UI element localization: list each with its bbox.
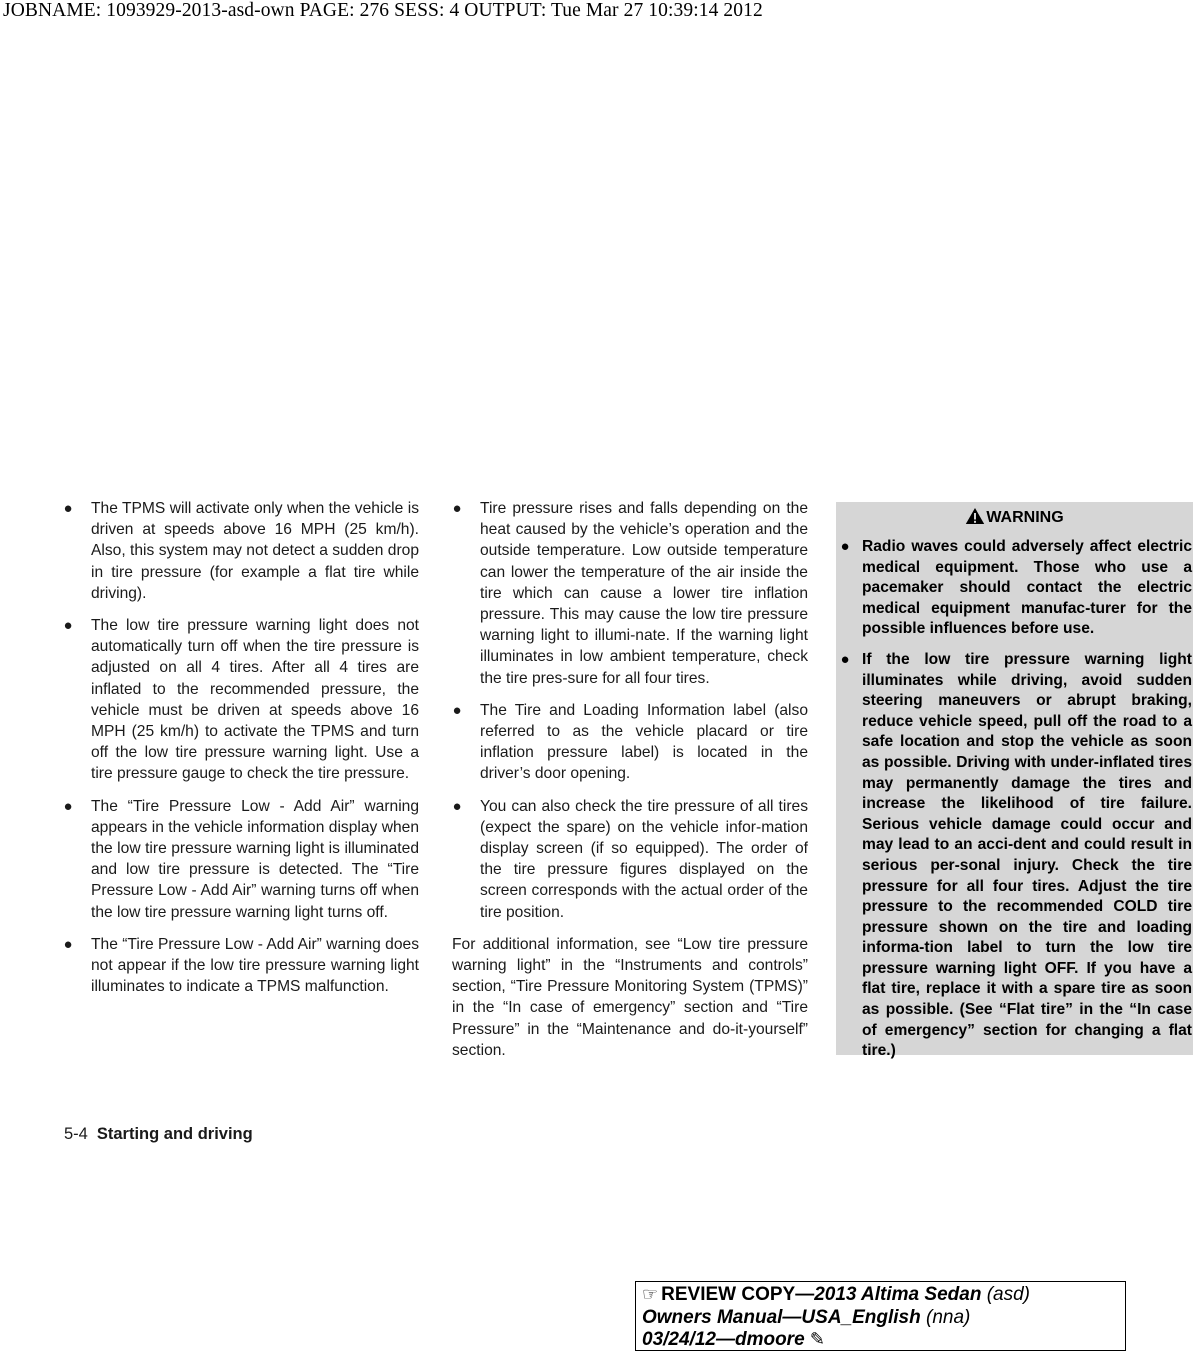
- page-number: 5-4: [64, 1125, 88, 1143]
- review-title-code: (asd): [986, 1284, 1031, 1305]
- review-line-1: [642, 1284, 1125, 1307]
- bullet-icon: ●: [452, 701, 462, 719]
- bullet-text: Tire pressure rises and falls depending on the heat caused by the vehicle’s operation and the outside temperature. Low outside temperature can lower the temperature of the air inside the tire which can cause a lower tire inflation pressure. This may cause the low tire pressure warning light to illumi-nate. If the warning light illuminates in low ambient temperature, check the tire pres-sure for all four tires.: [480, 500, 808, 687]
- review-manual-code: (nna): [926, 1306, 971, 1328]
- review-title: 2013 Altima Sedan: [814, 1284, 982, 1305]
- warning-text: If the low tire pressure warning light illuminates while driving, avoid sudden steering maneuvers or abrupt braking, reduce vehicle speed, pull off the road to a safe location and stop the vehicle as soon as possible. Driving with under-inflated tires may permanently damage the tires and increase the likelihood of tire failure. Serious vehicle damage could occur and may lead to an acci-dent and could result in serious per-sonal injury. Check the tire pressure for all four tires. Adjust the tire pressure to the recommended COLD tire pressure shown on the tire and loading informa-tion label to turn the low tire pressure warning light OFF. If you have a flat tire, replace it with a spare tire as soon as possible. (See “Flat tire” in the “In case of emergency” section for changing a flat tire.): [862, 650, 1192, 1060]
- review-date-user: 03/24/12—dmoore: [642, 1329, 805, 1350]
- warning-text: Radio waves could adversely affect electric medical equipment. Those who use a pacemaker should contact the electric medical equipment manufac-turer for the possible influences before use.: [862, 538, 1192, 638]
- list-item: [452, 700, 808, 785]
- bullet-icon: ●: [63, 500, 73, 517]
- warning-header: [836, 507, 1193, 528]
- list-item: [452, 498, 808, 689]
- review-line-3: [642, 1329, 1125, 1352]
- review-copy-box: [635, 1281, 1126, 1351]
- pencil-icon: ✎: [809, 1329, 826, 1350]
- list-item: [63, 498, 419, 604]
- list-item: [842, 537, 1192, 640]
- bullet-text: The “Tire Pressure Low - Add Air” warning appears in the vehicle information display when the low tire pressure warning light is illuminated and low tire pressure is detected. The “Tire Pressure Low - Add Air” warning turns off when the low tire pressure warning light turns off.: [91, 797, 419, 921]
- job-header: JOBNAME: 1093929-2013-asd-own PAGE: 276 SESS: 4 OUTPUT: Tue Mar 27 10:39:14 2012: [3, 0, 763, 21]
- bullet-icon: ●: [63, 797, 73, 815]
- bullet-text: The “Tire Pressure Low - Add Air” warning does not appear if the low tire pressure warning light illuminates to indicate a TPMS malfunction.: [91, 935, 419, 996]
- review-label: REVIEW COPY—: [661, 1284, 815, 1305]
- list-item: [63, 934, 419, 998]
- section-title: Starting and driving: [96, 1125, 253, 1143]
- warning-triangle-icon: [965, 507, 985, 525]
- warning-title: WARNING: [986, 509, 1064, 526]
- bullet-text: You can also check the tire pressure of all tires (expect the spare) on the vehicle infor-mation display screen (if so equipped). The order of the tire pressure figures displayed on the screen corresponds with the actual order of the tire position.: [480, 797, 808, 921]
- bullet-text: The low tire pressure warning light does not automatically turn off when the tire pressure is adjusted on all 4 tires. After all 4 tires are inflated to the recommended pressure, the vehicle must be driven at speeds above 16 MPH (25 km/h) to activate the TPMS and turn off the low tire pressure warning light. Use a tire pressure gauge to check the tire pressure.: [91, 617, 419, 783]
- additional-info-paragraph: For additional information, see “Low tire pressure warning light” in the “Instruments and controls” section, “Tire Pressure Monitoring System (TPMS)” in the “In case of emergency” section and “Tire Pressure” in the “Maintenance and do-it-yourself” section.: [452, 935, 808, 1059]
- review-manual: Owners Manual—USA_English: [642, 1306, 921, 1328]
- bullet-icon: ●: [452, 797, 462, 815]
- bullet-list-left: [63, 498, 419, 997]
- list-item: [842, 650, 1192, 1062]
- list-item: [452, 796, 808, 923]
- bullet-list-middle: [452, 498, 808, 923]
- review-line-2: [642, 1307, 1125, 1330]
- bullet-icon: ●: [63, 617, 73, 635]
- bullet-text: The Tire and Loading Information label (also referred to as the vehicle placard or tire inflation pressure label) is located in the driver’s door opening.: [480, 701, 808, 783]
- list-item: [63, 615, 419, 785]
- warning-box: [836, 502, 1193, 1060]
- page-footer: [64, 1125, 253, 1144]
- list-item: [63, 796, 419, 923]
- warning-list: [842, 537, 1192, 1072]
- bullet-icon: ●: [840, 650, 850, 668]
- column-middle: [452, 498, 808, 1061]
- bullet-text: The TPMS will activate only when the vehicle is driven at speeds above 16 MPH (25 km/h). Also, this system may not detect a sudden drop in tire pressure (for example a flat tire while driving).: [91, 500, 419, 602]
- pointing-hand-icon: ☞: [642, 1284, 659, 1305]
- column-left: [63, 498, 419, 1008]
- bullet-icon: ●: [452, 500, 462, 517]
- bullet-icon: ●: [63, 935, 73, 953]
- bullet-icon: ●: [840, 538, 850, 555]
